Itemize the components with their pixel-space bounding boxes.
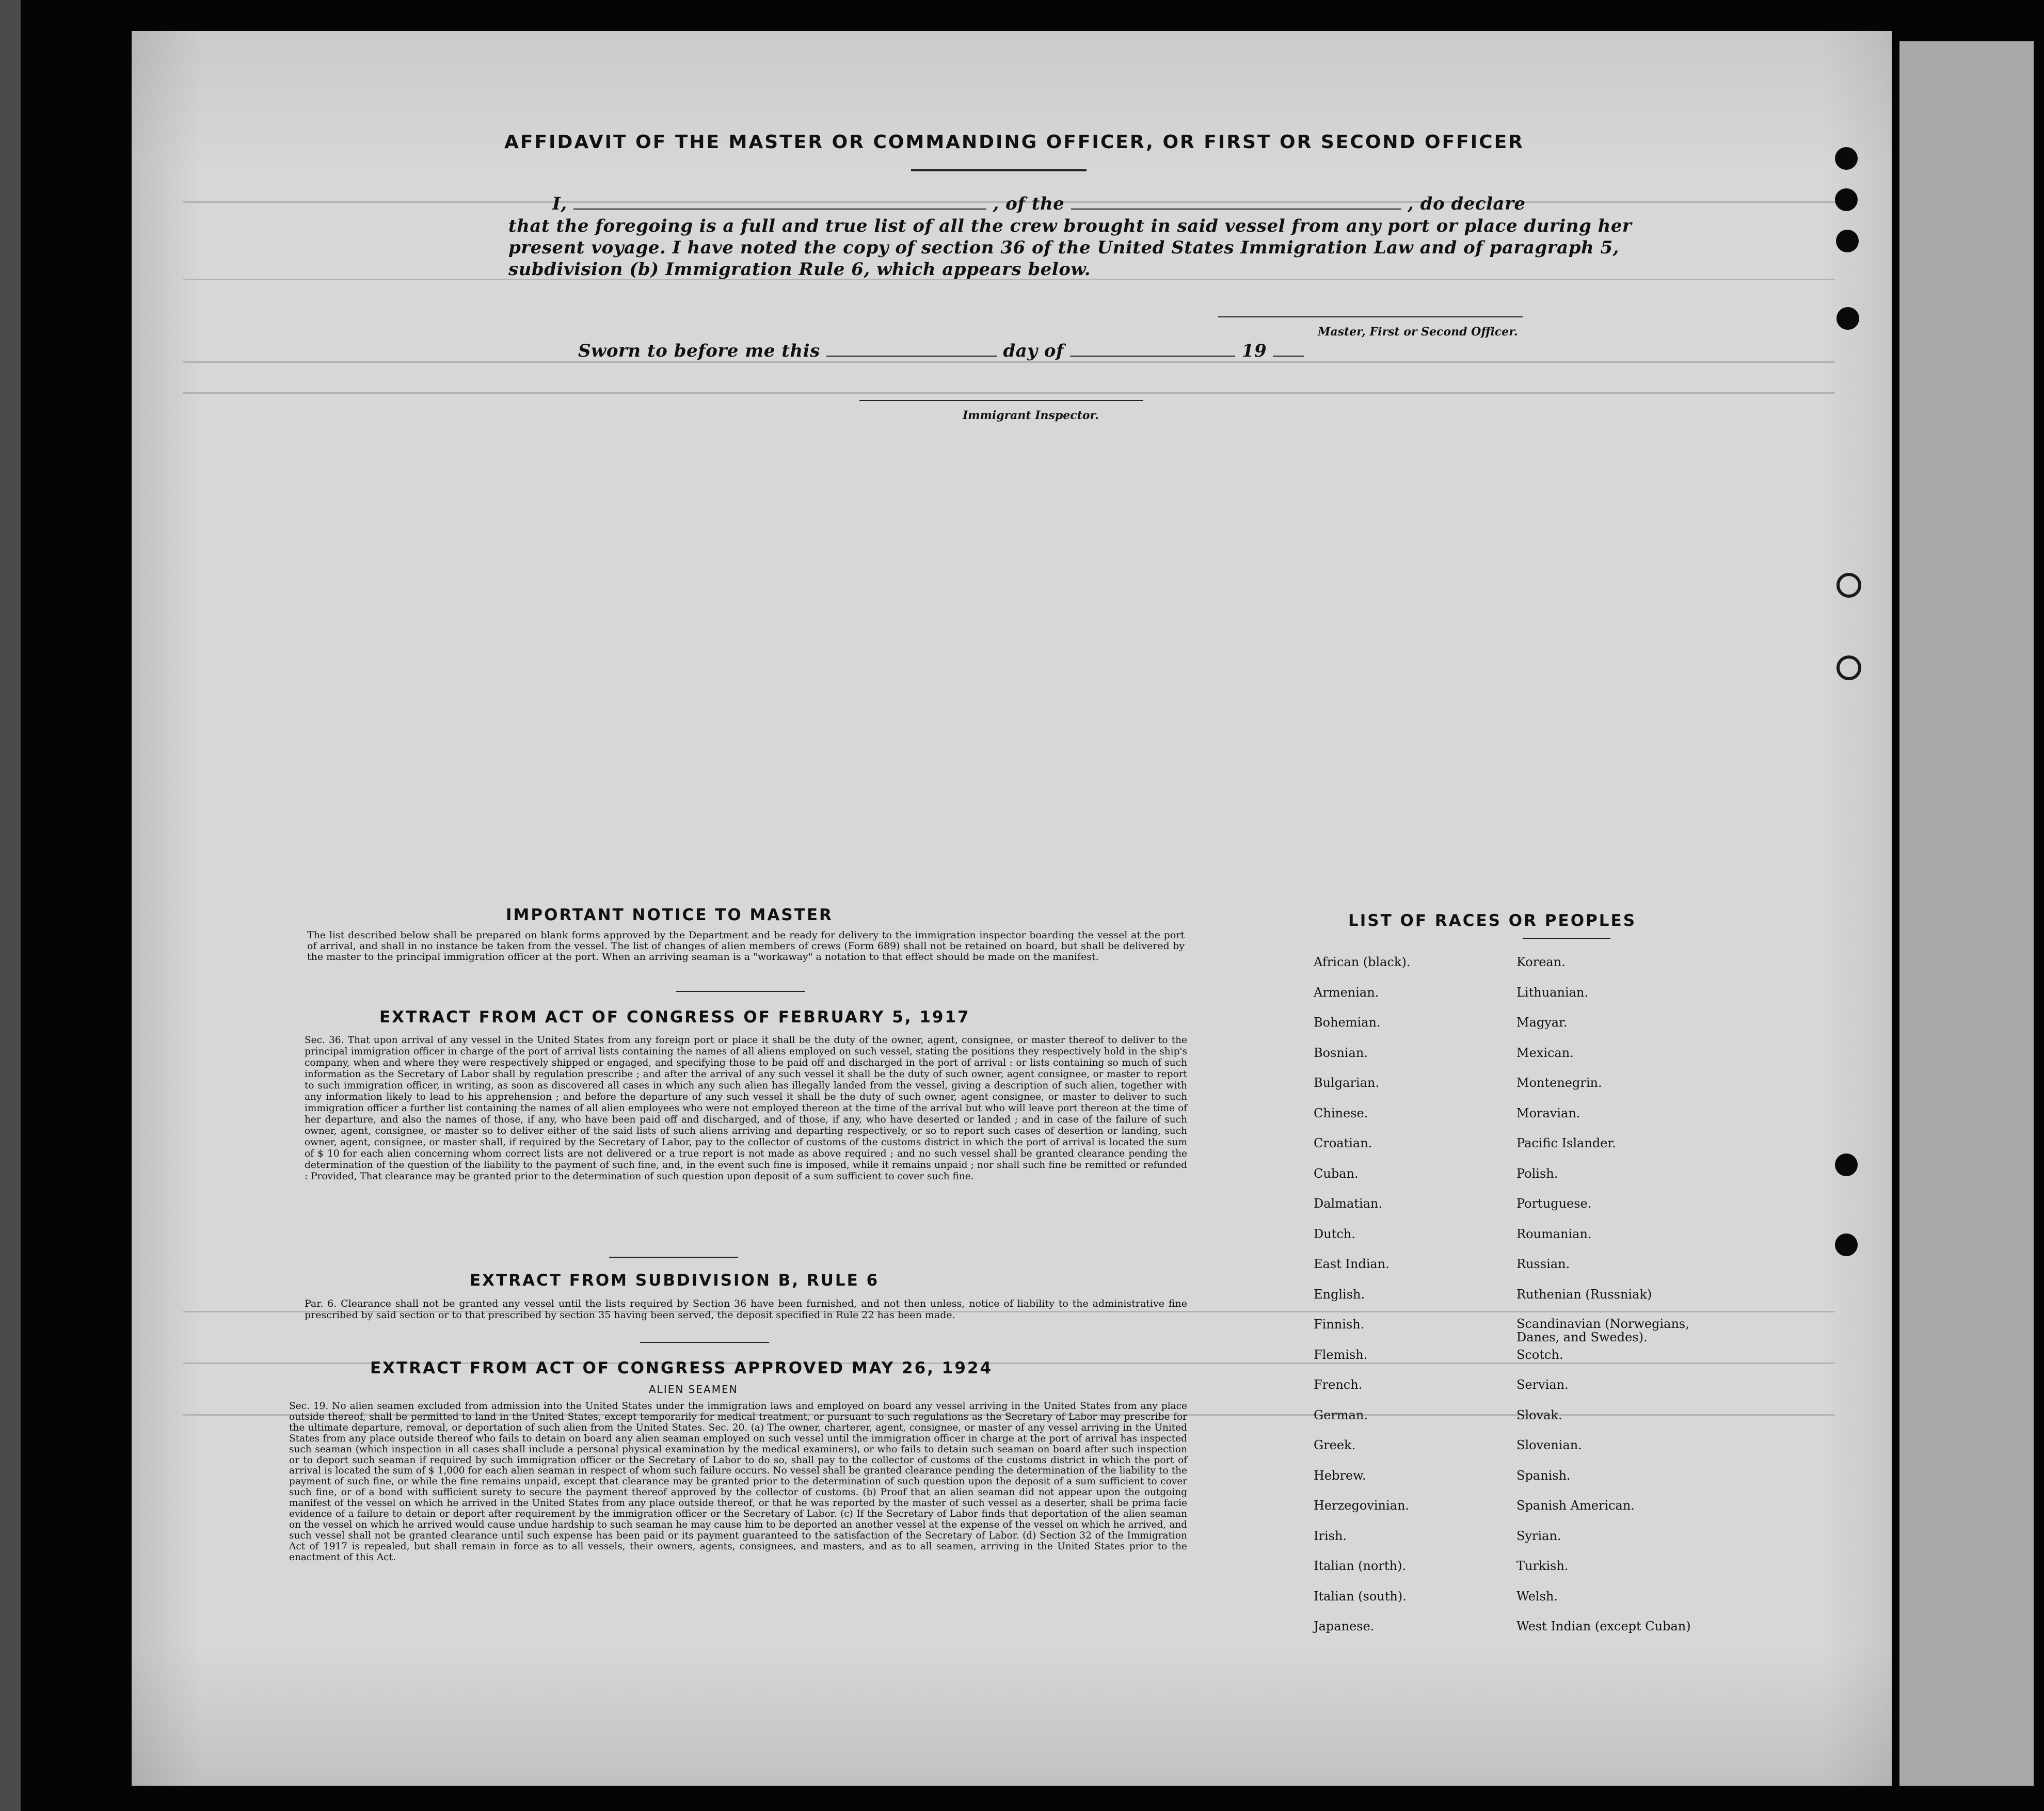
- race-item: Montenegrin.: [1516, 1076, 1602, 1090]
- race-item: Syrian.: [1516, 1528, 1561, 1543]
- inspector-signature-line: [859, 400, 1143, 401]
- race-item: Spanish.: [1516, 1468, 1571, 1483]
- affidavit-of-the: , of the: [993, 194, 1065, 214]
- binder-hole: [1835, 1153, 1858, 1176]
- race-item: French.: [1314, 1377, 1363, 1392]
- binder-hole: [1835, 188, 1858, 211]
- race-item: Scotch.: [1516, 1347, 1563, 1362]
- next-page-edge: [1899, 41, 2034, 1786]
- race-item: Flemish.: [1314, 1347, 1368, 1362]
- race-item: African (black).: [1314, 955, 1411, 969]
- binder-hole: [1835, 147, 1858, 170]
- master-caption: Master, First or Second Officer.: [1318, 325, 1518, 339]
- race-item: Bohemian.: [1314, 1015, 1381, 1030]
- sworn-month-blank: [1070, 355, 1235, 357]
- affidavit-declare: , do declare: [1408, 194, 1526, 214]
- race-item: Slovak.: [1516, 1407, 1562, 1422]
- binder-ring-hole: [1837, 573, 1861, 598]
- divider: [676, 991, 805, 992]
- race-item: Servian.: [1516, 1377, 1569, 1392]
- race-item: East Indian.: [1314, 1257, 1390, 1271]
- inspector-caption: Immigrant Inspector.: [963, 409, 1099, 422]
- race-item: Pacific Islander.: [1516, 1136, 1616, 1150]
- race-item: Dutch.: [1314, 1226, 1355, 1241]
- race-item: Greek.: [1314, 1438, 1356, 1452]
- race-item: Bosnian.: [1314, 1045, 1368, 1060]
- race-item: Portuguese.: [1516, 1196, 1592, 1211]
- race-item: Italian (north).: [1314, 1559, 1407, 1573]
- races-underline: [1523, 938, 1610, 939]
- race-item: Lithuanian.: [1516, 985, 1589, 1000]
- alien-seamen-subtitle: ALIEN SEAMEN: [649, 1383, 738, 1396]
- affidavit-line-2: that the foregoing is a full and true list of all the crew brought in said vessel from any port or place during her: [508, 216, 1632, 236]
- races-right-column: [1516, 955, 1733, 1649]
- race-item: Italian (south).: [1314, 1589, 1407, 1604]
- race-item: English.: [1314, 1287, 1365, 1302]
- race-item: Moravian.: [1516, 1105, 1580, 1120]
- extract-rule6-title: EXTRACT FROM SUBDIVISION B, RULE 6: [470, 1271, 880, 1290]
- race-item: German.: [1314, 1407, 1368, 1422]
- race-item: Mexican.: [1516, 1045, 1574, 1060]
- race-item: Finnish.: [1314, 1317, 1365, 1332]
- race-item: Welsh.: [1516, 1589, 1558, 1604]
- binder-ring-hole: [1837, 655, 1861, 680]
- race-item: Roumanian.: [1516, 1226, 1592, 1241]
- bleed-through-rule: [183, 361, 1835, 363]
- extract-rule6-text: Par. 6. Clearance shall not be granted any vessel until the lists required by Section 36 have been furnished, and not then unless, notice of liability to the administrative fine prescribed by said section or to that prescribed by section 35 having been served, the deposit specified in Rule 22 has been made.: [305, 1298, 1187, 1321]
- adjacent-sheet-edge: [0, 0, 21, 1811]
- race-item: Chinese.: [1314, 1105, 1368, 1120]
- sworn-prefix: Sworn to before me this: [578, 341, 820, 361]
- affidavit-line-1: [552, 194, 1543, 214]
- manifest-page-back: [132, 31, 1892, 1786]
- sworn-year: 19: [1241, 341, 1267, 361]
- race-item: Irish.: [1314, 1528, 1347, 1543]
- affidavit-i: I,: [552, 194, 567, 214]
- race-item: Ruthenian (Russniak): [1516, 1287, 1652, 1302]
- race-item: Dalmatian.: [1314, 1196, 1383, 1211]
- sworn-day-blank: [826, 355, 997, 357]
- sworn-year-blank: [1273, 355, 1304, 357]
- sworn-day-of: day of: [1003, 341, 1064, 361]
- sworn-line: [578, 341, 1352, 361]
- affidavit-line-4: subdivision (b) Immigration Rule 6, which appears below.: [508, 259, 1091, 280]
- extract-1924-text: Sec. 19. No alien seamen excluded from admission into the United States under the immigration laws and employed on board any vessel arriving in the United States from any place outside thereof, shall be permitted to land in the United States, except temporarily for medical treatment, or pursuant to such regulations as the Secretary of Labor may prescribe for the ultimate departure, removal, or deportation of such alien from the United States. Sec. 20. (a) The owner, charterer, agent, consignee, or master of any vessel arriving in the United States from any place outside thereof who fails to detain on board any alien seaman employed on such vessel until the immigration officer in charge at the port of arrival has inspected such seaman (which inspection in all cases shall include a personal physical examination by the medical examiners), or who fails to detain such seaman on board after such inspection or to deport such seaman if required by such immigration officer or the Secretary of Labor to do so, shall pay to the collector of customs of the customs district in which the port of arrival is located the sum of $ 1,000 for each alien seaman in respect of whom such failure occurs. No vessel shall be granted clearance pending the determination of the liability to the payment of such fine, or while the fine remains unpaid, except that clearance may be granted prior to the determination of such question upon the deposit of a sum sufficient to cover such fine, or of a bond with sufficient surety to secure the payment thereof approved by the collector of customs. (b) Proof that an alien seaman did not appear upon the outgoing manifest of the vessel on which he arrived in the United States from any place outside thereof, or that he was reported by the master of such vessel as a deserter, shall be prima facie evidence of a failure to detain or deport after requirement by the immigration officer or the Secretary of Labor. (c) If the Secretary of Labor finds that deportation of the alien seaman on the vessel on which he arrived would cause undue hardship to such seaman he may cause him to be deported an another vessel at the expense of the vessel on which he arrived, and such vessel shall not be granted clearance until such expense has been paid or its payment guaranteed to the satisfaction of the Secretary of Labor. (d) Section 32 of the Immigration Act of 1917 is repealed, but shall remain in force as to all vessels, their owners, agents, consignees, and masters, and as to all seamen, arriving in the United States prior to the enactment of this Act.: [289, 1401, 1187, 1563]
- extract-1917-text: Sec. 36. That upon arrival of any vessel in the United States from any foreign port or place it shall be the duty of the owner, agent, consignee, or master thereof to deliver to the principal immigration officer in charge of the port of arrival lists containing the names of all aliens employed on such vessel, stating the positions they respectively hold in the ship's company, when and where they were respectively shipped or engaged, and specifying those to be paid off and discharged in the port of arrival : or lists containing so much of such information as the Secretary of Labor shall by regulation prescribe ; and after the arrival of any such vessel it shall be the duty of such owner, agent consignee, or master to report to such immigration officer, in writing, as soon as discovered all cases in which any such alien has illegally landed from the vessel, giving a description of such alien, together with any information likely to lead to his apprehension ; and before the departure of any such vessel it shall be the duty of such owner, agent consignee, or master to deliver to such immigration officer a further list containing the names of all alien employees who were not employed thereon at the time of the arrival but who will leave port thereon at the time of her departure, and also the names of those, if any, who have been paid off and discharged, and of those, if any, who have deserted or landed ; and in case of the failure of such owner, agent, consignee, or master so to deliver either of the said lists of such aliens arriving and departing respectively, or so to report such cases of desertion or landing, such owner, agent, consignee, or master shall, if required by the Secretary of Labor, pay to the collector of customs of the customs district in which the port of arrival is located the sum of $ 10 for each alien concerning whom correct lists are not delivered or a true report is not made as above required ; and no such vessel shall be granted clearance pending the determination of the question of the liability to the payment of such fine, and, in the event such fine is imposed, while it remains unpaid ; nor shall such fine be remitted or refunded : Provided, That clearance may be granted prior to the determination of such question upon deposit of a sum sufficient to cover such fine.: [305, 1035, 1187, 1182]
- notice-title: IMPORTANT NOTICE TO MASTER: [506, 906, 833, 924]
- race-item: Scandinavian (Norwegians, Danes, and Swedes).: [1516, 1317, 1689, 1344]
- bleed-through-rule: [183, 392, 1835, 394]
- binder-hole: [1835, 1233, 1858, 1256]
- master-signature-line: [1218, 316, 1523, 317]
- binder-hole: [1836, 230, 1859, 252]
- race-item: Bulgarian.: [1314, 1076, 1379, 1090]
- races-title: LIST OF RACES OR PEOPLES: [1348, 911, 1637, 930]
- race-item: Slovenian.: [1516, 1438, 1582, 1452]
- race-item: Russian.: [1516, 1257, 1570, 1271]
- race-item: Spanish American.: [1516, 1498, 1635, 1513]
- extract-1924-title: EXTRACT FROM ACT OF CONGRESS APPROVED MAY 26, 1924: [370, 1359, 993, 1377]
- race-item: Hebrew.: [1314, 1468, 1366, 1483]
- affidavit-line-3: present voyage. I have noted the copy of section 36 of the United States Immigration Law and of paragraph 5,: [508, 237, 1620, 258]
- extract-1917-title: EXTRACT FROM ACT OF CONGRESS OF FEBRUARY 5, 1917: [379, 1008, 970, 1027]
- race-item: Japanese.: [1314, 1619, 1375, 1633]
- name-blank: [573, 208, 986, 210]
- race-item: West Indian (except Cuban): [1516, 1619, 1691, 1633]
- affidavit-title: AFFIDAVIT OF THE MASTER OR COMMANDING OFFICER, OR FIRST OR SECOND OFFICER: [504, 132, 1524, 153]
- divider: [640, 1342, 769, 1343]
- race-item: Korean.: [1516, 955, 1566, 969]
- title-underline: [911, 169, 1087, 171]
- race-item: Turkish.: [1516, 1559, 1569, 1573]
- vessel-blank: [1071, 208, 1401, 210]
- race-item: Croatian.: [1314, 1136, 1372, 1150]
- binder-hole: [1837, 307, 1859, 330]
- race-item: Armenian.: [1314, 985, 1379, 1000]
- race-item: Polish.: [1516, 1166, 1558, 1181]
- races-left-column: [1314, 955, 1510, 1649]
- divider: [609, 1257, 738, 1258]
- race-item: Herzegovinian.: [1314, 1498, 1410, 1513]
- race-item: Cuban.: [1314, 1166, 1359, 1181]
- notice-text: The list described below shall be prepared on blank forms approved by the Department and be ready for delivery to the immigration inspector boarding the vessel at the port of arrival, and shall in no instance be taken from the vessel. The list of changes of alien members of crews (Form 689) shall not be retained on board, but shall be delivered by the master to the principal immigration officer at the port. When an arriving seaman is a "workaway" a notation to that effect should be made on the manifest.: [307, 929, 1185, 963]
- race-item: Magyar.: [1516, 1015, 1568, 1030]
